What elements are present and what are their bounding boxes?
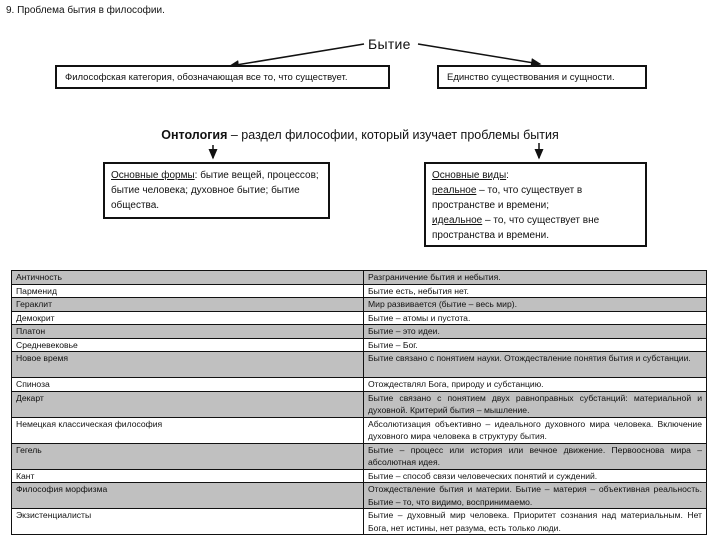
- description-cell: Бытие связано с понятием двух равноправных субстанций: материальной и духовной. Критерий бытия – мышление.: [364, 391, 707, 417]
- description-cell: Бытие – Бог.: [364, 338, 707, 352]
- table-row: [12, 483, 707, 509]
- ideal-text: – то, что существует вне пространства и времени.: [432, 215, 600, 241]
- description-cell: Бытие – способ связи человеческих понятий и суждений.: [364, 469, 707, 483]
- period-cell: Кант: [12, 469, 364, 483]
- table-row: [12, 298, 707, 312]
- definition-box-category: [55, 65, 390, 89]
- period-cell: Философия морфизма: [12, 483, 364, 509]
- period-cell: Античность: [12, 271, 364, 285]
- table-row: [12, 391, 707, 417]
- arrow-left-icon: [230, 44, 364, 66]
- ontology-term: Онтология: [161, 128, 228, 142]
- description-cell: Бытие связано с понятием науки. Отождествление понятия бытия и субстанции.: [364, 352, 707, 378]
- root-concept: Бытие: [368, 36, 411, 52]
- description-cell: Разграничение бытия и небытия.: [364, 271, 707, 285]
- kinds-box: [424, 162, 647, 247]
- period-cell: Спиноза: [12, 378, 364, 392]
- description-cell: Бытие – процесс или история или вечное движение. Первооснова мира – абсолютная идея.: [364, 443, 707, 469]
- table-row: [12, 509, 707, 535]
- table-row: [12, 271, 707, 285]
- forms-box: [103, 162, 330, 219]
- real-text: – то, что существует в пространстве и времени;: [432, 185, 583, 211]
- description-cell: Бытие есть, небытия нет.: [364, 284, 707, 298]
- table-row: [12, 417, 707, 443]
- period-cell: Новое время: [12, 352, 364, 378]
- arrow-right-icon: [418, 44, 540, 64]
- ideal-term: идеальное: [432, 215, 483, 226]
- forms-heading: Основные формы: [111, 170, 195, 181]
- philosophers-table: [11, 270, 707, 535]
- table-row: [12, 443, 707, 469]
- table-row: [12, 311, 707, 325]
- description-cell: Абсолютизация объективно – идеального духовного мира человека. Включение духовного мира человека в структуру бытия.: [364, 417, 707, 443]
- kinds-heading-suffix: :: [506, 170, 509, 181]
- period-cell: Демокрит: [12, 311, 364, 325]
- period-cell: Экзистенциалисты: [12, 509, 364, 535]
- table-row: [12, 469, 707, 483]
- period-cell: Средневековье: [12, 338, 364, 352]
- period-cell: Гераклит: [12, 298, 364, 312]
- table-row: [12, 378, 707, 392]
- period-cell: Немецкая классическая философия: [12, 417, 364, 443]
- period-cell: Декарт: [12, 391, 364, 417]
- definition-text: Единство существования и сущности.: [447, 72, 615, 83]
- page-title: 9. Проблема бытия в философии.: [6, 5, 165, 16]
- description-cell: Отождествление бытия и материи. Бытие – материя – объективная реальность. Бытие – то, что видимо, воспринимаемо.: [364, 483, 707, 509]
- definition-box-unity: [437, 65, 647, 89]
- description-cell: Отождествлял Бога, природу и субстанцию.: [364, 378, 707, 392]
- description-cell: Бытие – духовный мир человека. Приоритет сознания над материальным. Нет Бога, нет истины, нет разума, есть только люди.: [364, 509, 707, 535]
- table-row: [12, 338, 707, 352]
- description-cell: Бытие – атомы и пустота.: [364, 311, 707, 325]
- forms-text: : бытие вещей, процессов; бытие человека; духовное бытие; бытие общества.: [111, 170, 319, 211]
- period-cell: Платон: [12, 325, 364, 339]
- definition-text: Философская категория, обозначающая все то, что существует.: [65, 72, 348, 83]
- description-cell: Бытие – это идеи.: [364, 325, 707, 339]
- kinds-heading: Основные виды: [432, 170, 507, 181]
- ontology-text: – раздел философии, который изучает проблемы бытия: [227, 128, 559, 142]
- period-cell: Гегель: [12, 443, 364, 469]
- period-cell: Парменид: [12, 284, 364, 298]
- table-row: [12, 325, 707, 339]
- table-row: [12, 284, 707, 298]
- table-row: [12, 352, 707, 378]
- real-term: реальное: [432, 185, 477, 196]
- description-cell: Мир развивается (бытие – весь мир).: [364, 298, 707, 312]
- ontology-definition: [0, 128, 720, 142]
